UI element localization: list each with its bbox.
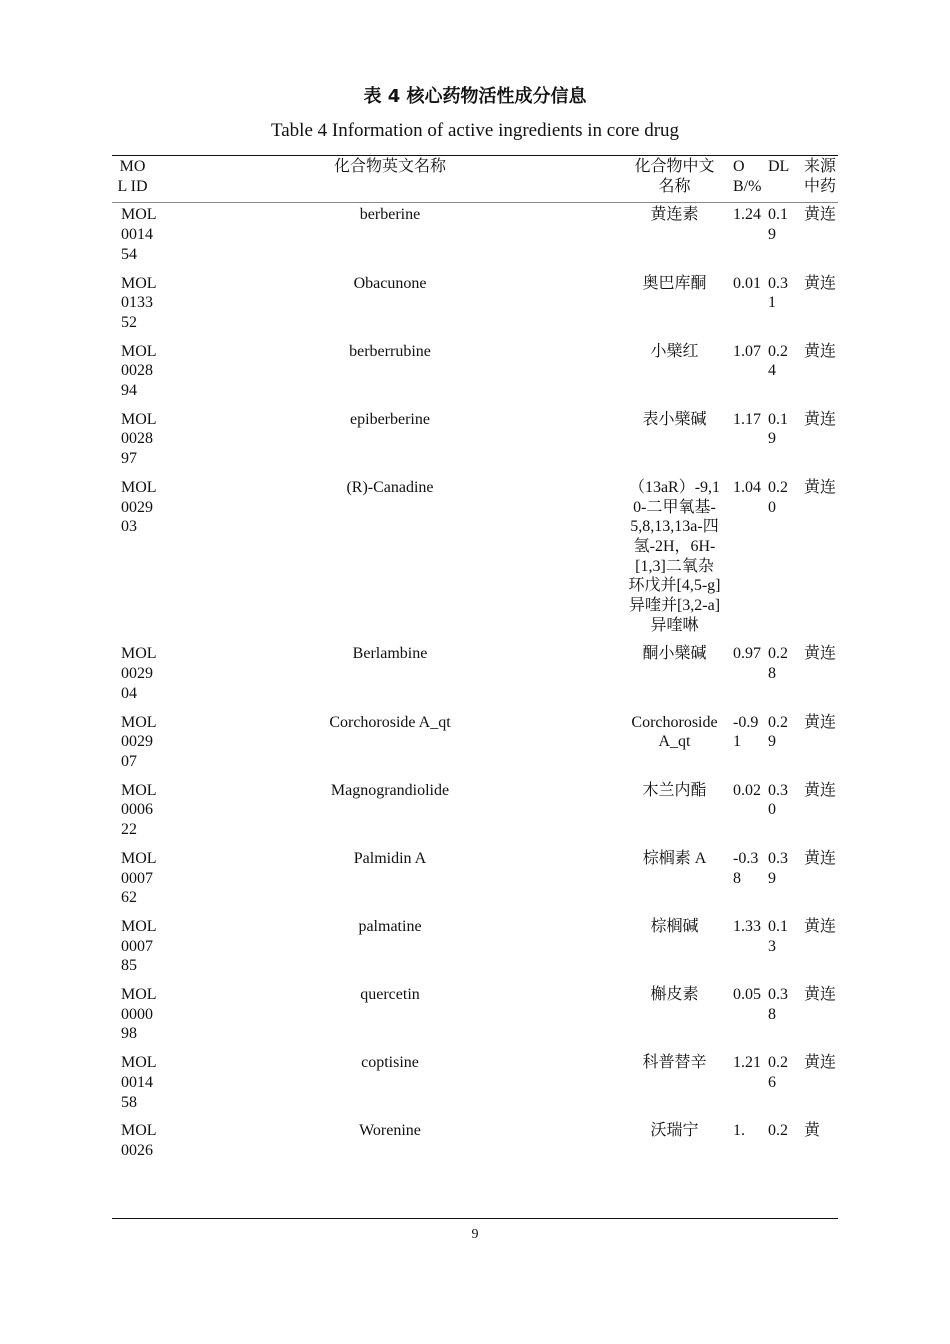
cell-source: 黄连	[804, 645, 837, 663]
cell-ob: 1.33	[733, 917, 761, 935]
cell-mol-id: MOL002897	[121, 410, 157, 468]
cell-source: 黄连	[804, 478, 837, 496]
cell-source: 黄连	[804, 917, 837, 935]
cell-ob: 1.04	[733, 478, 761, 496]
cell-ob: 0.02	[733, 781, 761, 799]
header-chinese-name: 化合物中文名称	[622, 156, 727, 203]
header-source: 来源中药	[793, 156, 838, 203]
cell-source: 黄连	[804, 342, 837, 360]
table-row	[112, 340, 838, 408]
cell-source: 黄连	[804, 849, 837, 867]
cell-english-name: epiberberine	[350, 410, 430, 428]
cell-dl: 0.19	[768, 206, 788, 244]
cell-chinese-name: 槲皮素	[650, 986, 699, 1004]
header-dl: DL	[762, 156, 793, 203]
cell-english-name: quercetin	[360, 986, 420, 1004]
cell-mol-id: MOL000098	[121, 986, 157, 1043]
cell-english-name: Worenine	[359, 1122, 421, 1140]
ingredients-table-container	[112, 155, 838, 1219]
cell-chinese-name: 黄连素	[650, 206, 699, 224]
table-title-chinese: 表 4 核心药物活性成分信息	[363, 86, 587, 107]
cell-dl: 0.38	[768, 986, 788, 1023]
cell-dl: 0.24	[768, 342, 788, 380]
table-row	[112, 847, 838, 915]
cell-chinese-name: 科普替辛	[642, 1054, 707, 1072]
cell-chinese-name: 小檗红	[650, 342, 699, 360]
cell-mol-id: MOL002894	[121, 342, 157, 400]
cell-ob: 1.24	[733, 206, 761, 224]
cell-dl: 0.2	[768, 1122, 788, 1140]
table-row	[112, 1051, 838, 1119]
cell-ob: 1.07	[733, 342, 761, 360]
cell-dl: 0.20	[768, 478, 788, 516]
cell-english-name: Corchoroside A_qt	[329, 713, 451, 731]
cell-chinese-name: Corchoroside A_qt	[631, 713, 718, 751]
header-english-name: 化合物英文名称	[158, 156, 622, 203]
cell-english-name: palmatine	[358, 917, 422, 935]
cell-dl: 0.39	[768, 849, 788, 887]
cell-english-name: (R)-Canadine	[346, 478, 434, 496]
cell-english-name: berberrubine	[349, 342, 431, 360]
cell-source: 黄	[804, 1122, 821, 1140]
ingredients-table	[112, 156, 838, 1168]
cell-mol-id: MOL000762	[121, 849, 157, 907]
cell-dl: 0.29	[768, 713, 788, 751]
cell-ob: 1.	[733, 1122, 745, 1140]
cell-source: 黄连	[804, 206, 837, 224]
cell-dl: 0.19	[768, 410, 788, 448]
header-mol-id: MOL ID	[112, 156, 158, 203]
cell-english-name: Obacunone	[353, 274, 427, 292]
cell-chinese-name: 奥巴库酮	[642, 274, 707, 292]
cell-english-name: Berlambine	[352, 645, 428, 663]
cell-mol-id: MOL002903	[121, 478, 157, 536]
cell-chinese-name: 沃瑞宁	[650, 1122, 699, 1140]
cell-english-name: Palmidin A	[353, 849, 427, 867]
table-title-english: Table 4 Information of active ingredients in core drug	[270, 120, 680, 141]
table-body	[112, 203, 838, 1168]
table-header	[112, 156, 838, 203]
table-row	[112, 476, 838, 643]
cell-source: 黄连	[804, 986, 837, 1004]
cell-ob: -0.91	[733, 713, 759, 751]
cell-dl: 0.31	[768, 274, 788, 312]
cell-ob: 1.21	[733, 1054, 761, 1072]
cell-chinese-name: 酮小檗碱	[642, 645, 707, 663]
cell-mol-id: MOL000785	[121, 917, 157, 975]
cell-mol-id: MOL001458	[121, 1054, 157, 1111]
cell-ob: -0.38	[733, 849, 759, 887]
table-row	[112, 642, 838, 710]
cell-chinese-name: 棕榈素 A	[642, 849, 707, 867]
cell-mol-id: MOL002904	[121, 645, 157, 702]
cell-chinese-name: 棕榈碱	[650, 917, 699, 935]
cell-ob: 0.05	[733, 986, 761, 1004]
cell-mol-id: MOL0026	[121, 1122, 157, 1159]
table-row	[112, 203, 838, 272]
cell-english-name: coptisine	[361, 1054, 419, 1072]
header-ob: OB/%	[727, 156, 762, 203]
cell-chinese-name: 表小檗碱	[642, 410, 707, 428]
cell-source: 黄连	[804, 1054, 837, 1072]
cell-dl: 0.26	[768, 1054, 788, 1091]
cell-mol-id: MOL013352	[121, 274, 157, 331]
cell-chinese-name: （13aR）-9,10-二甲氧基-5,8,13,13a-四氢-2H，6H-[1,3]二氧杂环戊并[4,5-g]异喹并[3,2-a]异喹啉	[628, 478, 721, 634]
cell-mol-id: MOL001454	[121, 206, 157, 263]
table-row	[112, 779, 838, 847]
cell-source: 黄连	[804, 781, 837, 799]
table-row	[112, 711, 838, 779]
cell-dl: 0.28	[768, 645, 788, 683]
table-row	[112, 272, 838, 340]
cell-mol-id: MOL002907	[121, 713, 157, 770]
cell-dl: 0.13	[768, 917, 788, 955]
cell-mol-id: MOL000622	[121, 781, 157, 839]
cell-english-name: Magnograndiolide	[330, 781, 450, 799]
cell-english-name: berberine	[359, 206, 421, 224]
cell-dl: 0.30	[768, 781, 788, 819]
cell-ob: 0.97	[733, 645, 761, 663]
header-row	[112, 156, 838, 203]
page-number: 9	[471, 1227, 479, 1242]
cell-ob: 1.17	[733, 410, 761, 428]
cell-chinese-name: 木兰内酯	[642, 781, 707, 799]
cell-source: 黄连	[804, 713, 837, 731]
cell-ob: 0.01	[733, 274, 761, 292]
cell-source: 黄连	[804, 274, 837, 292]
table-row	[112, 983, 838, 1051]
cell-source: 黄连	[804, 410, 837, 428]
table-row	[112, 915, 838, 983]
table-row	[112, 1119, 838, 1167]
table-row	[112, 408, 838, 476]
